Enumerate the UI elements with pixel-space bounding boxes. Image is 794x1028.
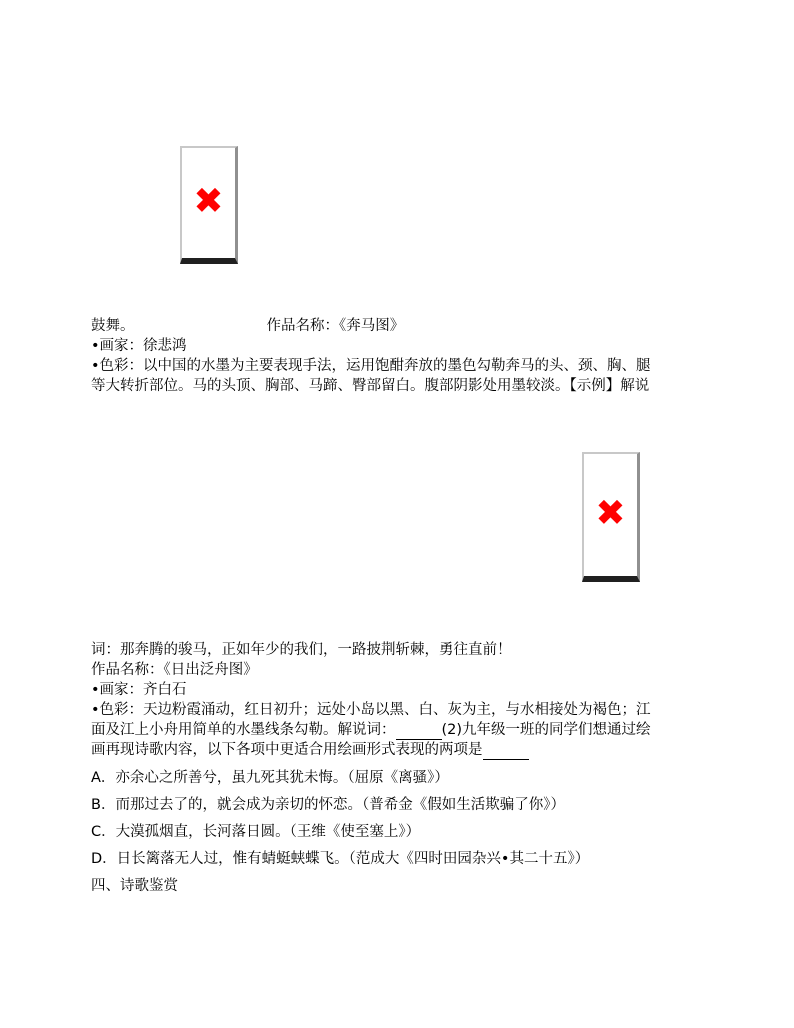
option-b: B．而那过去了的，就会成为亲切的怀恋。（普希金《假如生活欺骗了你》）: [91, 797, 565, 813]
broken-image-2: [582, 452, 640, 582]
text-span: 面及江上小舟用简单的水墨线条勾勒。解说词：: [91, 722, 396, 738]
broken-image-1: [180, 146, 238, 264]
work-title-1: 作品名称：《奔马图》: [266, 318, 405, 334]
broken-image-icon: ✖: [595, 493, 626, 534]
text-line: 作品名称：《日出泛舟图》: [91, 662, 258, 678]
question-text: 画再现诗歌内容，以下各项中更适合用绘画形式表现的两项是: [91, 742, 483, 758]
broken-image-icon: ✖: [193, 181, 224, 222]
text-span: (2)九年级一班的同学们想通过绘: [441, 722, 651, 738]
text-line: •色彩：天边粉霞涌动，红日初升；远处小岛以黑、白、灰为主，与水相接处为褐色；江: [91, 702, 651, 718]
text-span: 鼓舞。: [91, 318, 135, 334]
text-line: •画家：徐悲鸿: [91, 338, 187, 354]
text-line: 等大转折部位。马的头顶、胸部、马蹄、臀部留白。腹部阴影处用墨较淡。【示例】解说: [91, 378, 650, 394]
option-d: D．日长篱落无人过，惟有蜻蜓蛱蝶飞。（范成大《四时田园杂兴•其二十五》）: [91, 851, 590, 867]
text-line: 词：那奔腾的骏马，正如年少的我们，一路披荆斩棘，勇往直前！: [91, 642, 512, 658]
text-line: [91, 316, 404, 336]
answer-blank: [396, 724, 442, 740]
text-line: [91, 720, 651, 740]
option-c: C．大漠孤烟直，长河落日圆。（王维《使至塞上》）: [91, 824, 421, 840]
section-heading: 四、诗歌鉴赏: [91, 878, 178, 894]
option-a: A．亦余心之所善兮，虽九死其犹未悔。（屈原《离骚》）: [91, 770, 449, 786]
text-line: •画家：齐白石: [91, 682, 187, 698]
text-line: [91, 740, 529, 760]
answer-blank: [483, 744, 529, 760]
text-line: •色彩：以中国的水墨为主要表现手法，运用饱酣奔放的墨色勾勒奔马的头、颈、胸、腿: [91, 358, 651, 374]
